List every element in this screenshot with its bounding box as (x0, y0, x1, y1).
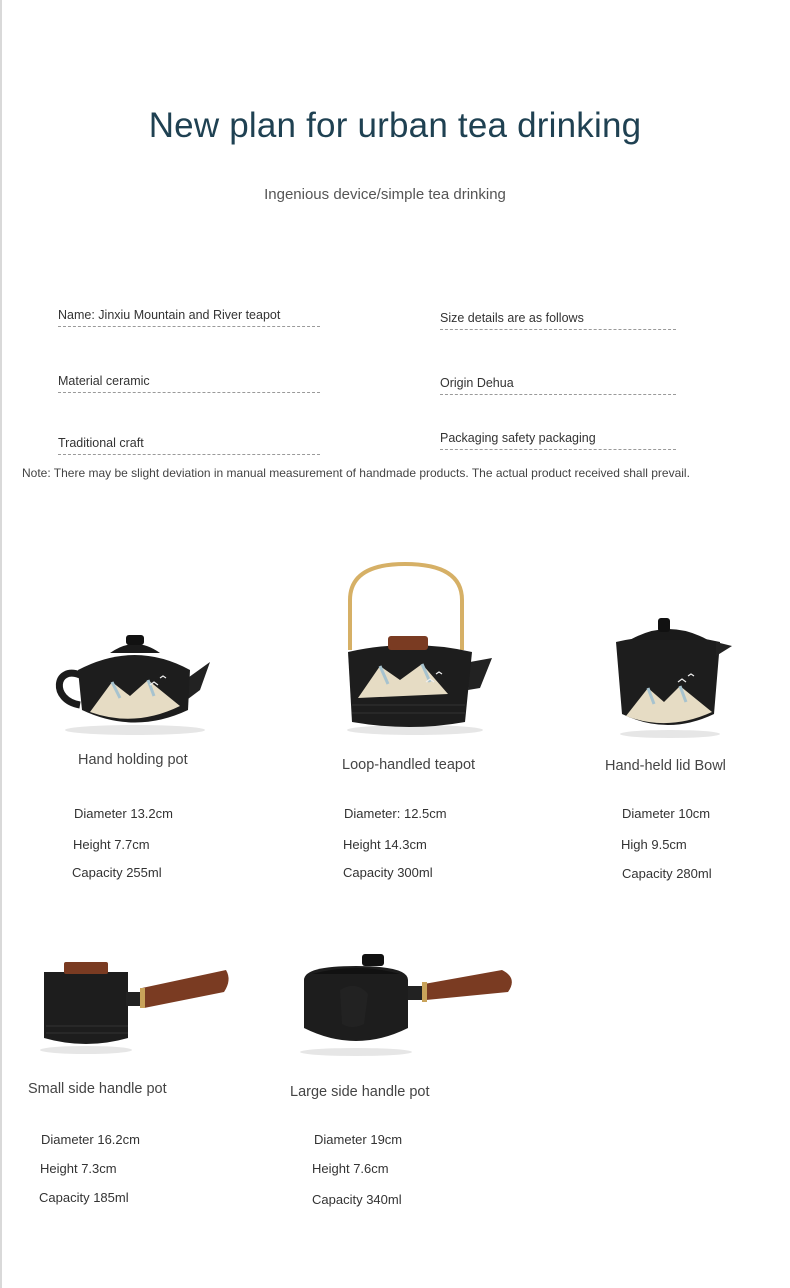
product-2-diameter: Diameter: 12.5cm (344, 806, 447, 821)
product-1-capacity: Capacity 255ml (72, 865, 162, 880)
spec-size: Size details are as follows (440, 311, 676, 330)
loop-handle-teapot-icon (330, 560, 500, 738)
product-4-name: Small side handle pot (28, 1081, 167, 1097)
spec-material: Material ceramic (58, 374, 320, 393)
large-side-handle-pot-icon (296, 950, 520, 1060)
product-4-diameter: Diameter 16.2cm (41, 1132, 140, 1147)
product-3-capacity: Capacity 280ml (622, 866, 712, 881)
product-3-name: Hand-held lid Bowl (605, 758, 726, 774)
product-2-capacity: Capacity 300ml (343, 865, 433, 880)
page-title: New plan for urban tea drinking (148, 106, 642, 145)
product-1-name: Hand holding pot (78, 752, 188, 768)
spec-origin: Origin Dehua (440, 376, 676, 395)
measurement-note: Note: There may be slight deviation in manual measurement of handmade products. The actual product received shall prevail. (22, 466, 690, 480)
spec-packaging: Packaging safety packaging (440, 431, 676, 450)
product-4-capacity: Capacity 185ml (39, 1190, 129, 1205)
spec-name: Name: Jinxiu Mountain and River teapot (58, 308, 320, 327)
product-3-diameter: Diameter 10cm (622, 806, 711, 821)
product-2-name: Loop-handled teapot (342, 757, 476, 773)
product-3-height: High 9.5cm (621, 837, 687, 852)
lidded-bowl-icon (608, 616, 738, 742)
product-1-diameter: Diameter 13.2cm (74, 806, 173, 821)
small-side-handle-pot-icon (36, 958, 236, 1058)
product-5-name: Large side handle pot (290, 1084, 430, 1100)
product-5-height: Height 7.6cm (312, 1161, 389, 1176)
product-5-capacity: Capacity 340ml (312, 1192, 402, 1207)
spec-craft: Traditional craft (58, 436, 320, 455)
product-2-height: Height 14.3cm (343, 837, 427, 852)
product-5-diameter: Diameter 19cm (314, 1132, 403, 1147)
side-spout-teapot-icon (50, 630, 220, 740)
product-1-height: Height 7.7cm (73, 837, 150, 852)
product-4-height: Height 7.3cm (40, 1161, 117, 1176)
page-subtitle: Ingenious device/simple tea drinking (264, 186, 506, 203)
